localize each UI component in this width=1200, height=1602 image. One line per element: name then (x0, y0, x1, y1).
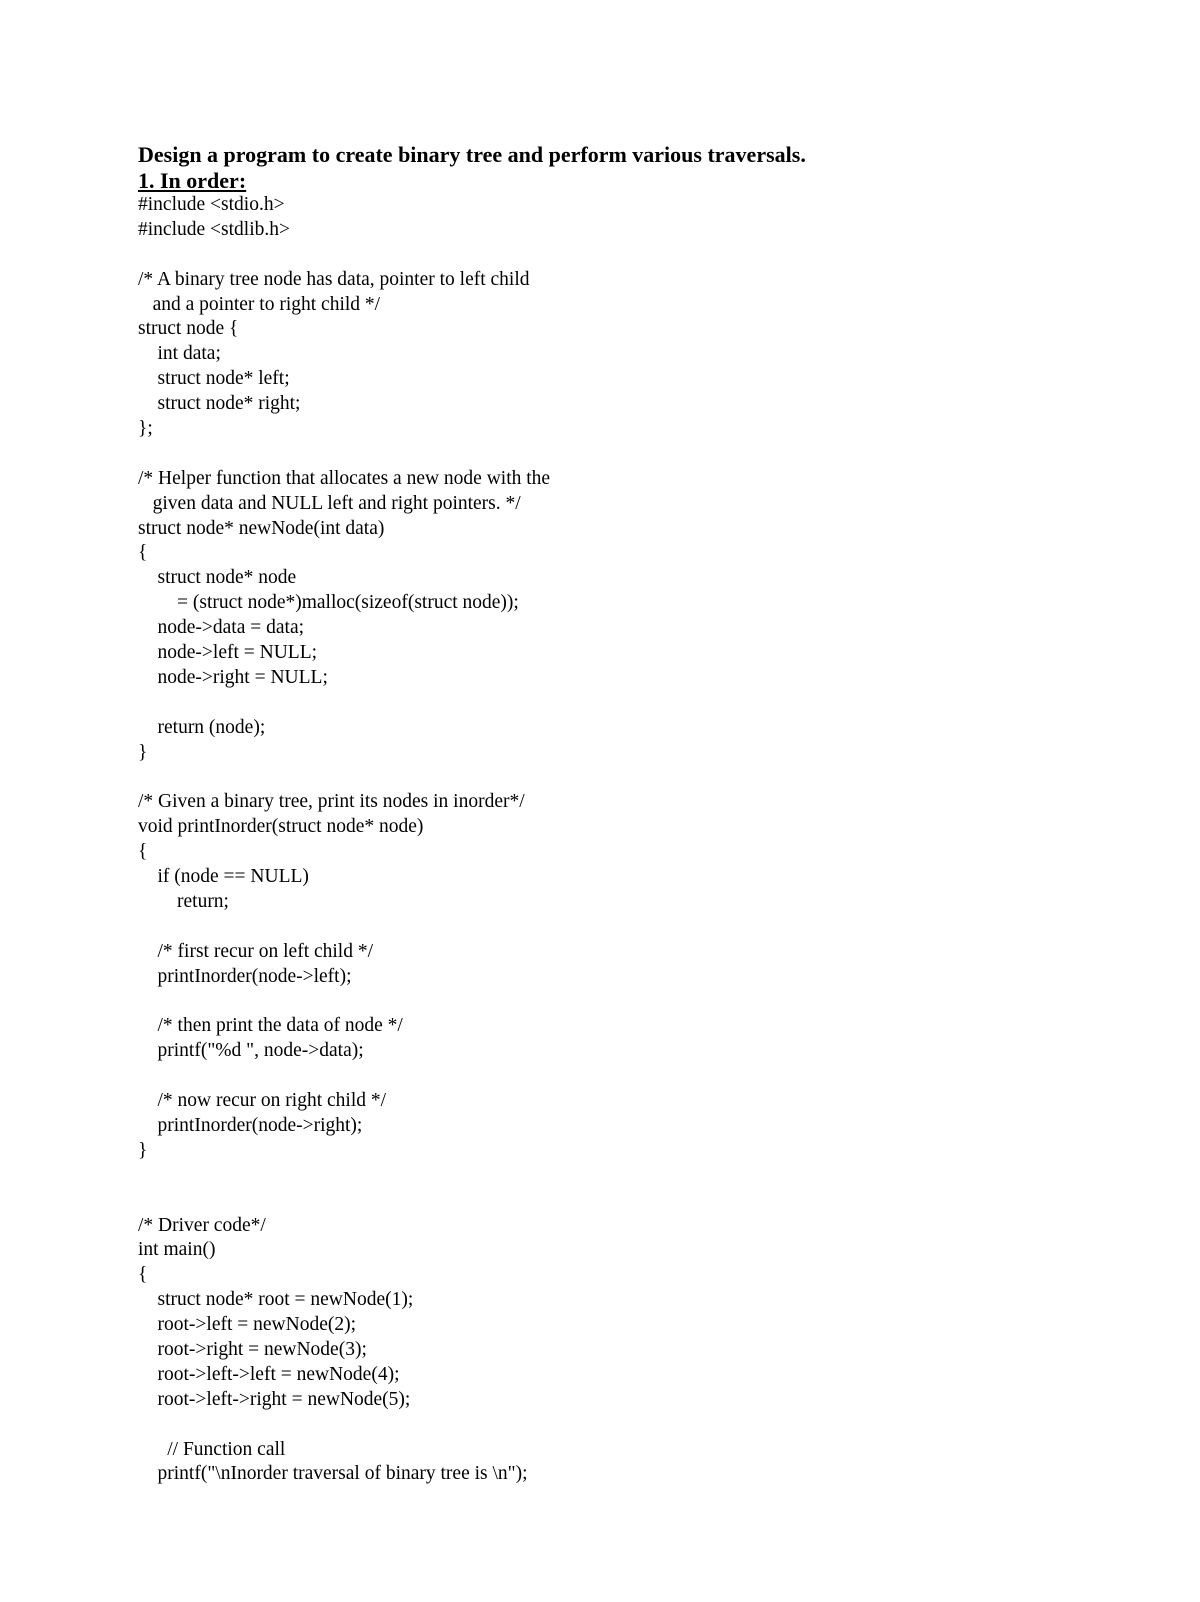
code-line: = (struct node*)malloc(sizeof(struct node)); (138, 592, 519, 614)
code-line: #include <stdio.h> (138, 194, 285, 215)
code-line: node->data = data; (138, 617, 305, 639)
code-line: printf("%d ", node->data); (138, 1040, 364, 1062)
code-line: } (138, 1139, 148, 1161)
code-line: void printInorder(struct node* node) (138, 816, 424, 838)
code-line: return; (138, 890, 229, 912)
code-line: // Function call (138, 1438, 286, 1460)
code-line: }; (138, 418, 153, 440)
code-line: root->left->right = newNode(5); (138, 1388, 411, 1410)
code-line: struct node* left; (138, 368, 290, 390)
code-line (138, 243, 1138, 268)
code-line: return (node); (138, 716, 266, 738)
document-body (138, 140, 1138, 1487)
code-line: and a pointer to right child */ (138, 293, 381, 315)
code-line: int data; (138, 343, 221, 365)
code-line: if (node == NULL) (138, 866, 309, 888)
section-heading-inorder: 1. In order: (138, 168, 247, 193)
code-line: { (138, 1264, 148, 1286)
code-line: /* first recur on left child */ (138, 940, 374, 962)
code-line: struct node* newNode(int data) (138, 517, 385, 539)
code-line (138, 1064, 1138, 1089)
code-line (138, 915, 1138, 940)
code-line: /* now recur on right child */ (138, 1090, 387, 1112)
code-line: /* Helper function that allocates a new node with the (138, 467, 551, 489)
code-line: /* then print the data of node */ (138, 1015, 403, 1037)
code-line: node->left = NULL; (138, 642, 318, 664)
code-line: printInorder(node->left); (138, 965, 352, 987)
code-line: struct node* node (138, 567, 297, 589)
code-line: node->right = NULL; (138, 666, 328, 688)
code-line: printf("\nInorder traversal of binary tree is \n"); (138, 1463, 528, 1485)
code-line: printInorder(node->right); (138, 1114, 363, 1136)
document-title: Design a program to create binary tree and perform various traversals. (138, 142, 806, 167)
code-block (138, 193, 1138, 1487)
code-line (138, 1413, 1138, 1438)
code-line: { (138, 542, 148, 564)
code-line: struct node* right; (138, 393, 301, 415)
code-line (138, 1189, 1138, 1214)
code-line: root->left = newNode(2); (138, 1314, 357, 1336)
code-line: struct node* root = newNode(1); (138, 1289, 414, 1311)
code-line (138, 691, 1138, 716)
code-line (138, 765, 1138, 790)
code-line: } (138, 741, 148, 763)
code-line: { (138, 841, 148, 863)
code-line: /* Driver code*/ (138, 1214, 266, 1236)
code-line: root->right = newNode(3); (138, 1338, 367, 1360)
code-line (138, 990, 1138, 1015)
code-line: /* A binary tree node has data, pointer to left child (138, 268, 530, 290)
code-line: int main() (138, 1239, 216, 1261)
code-line (138, 1164, 1138, 1189)
code-line: #include <stdlib.h> (138, 218, 290, 240)
code-line (138, 442, 1138, 467)
code-line: /* Given a binary tree, print its nodes in inorder*/ (138, 791, 525, 813)
code-line: struct node { (138, 318, 239, 340)
code-line: root->left->left = newNode(4); (138, 1363, 400, 1385)
code-line: given data and NULL left and right pointers. */ (138, 492, 521, 514)
